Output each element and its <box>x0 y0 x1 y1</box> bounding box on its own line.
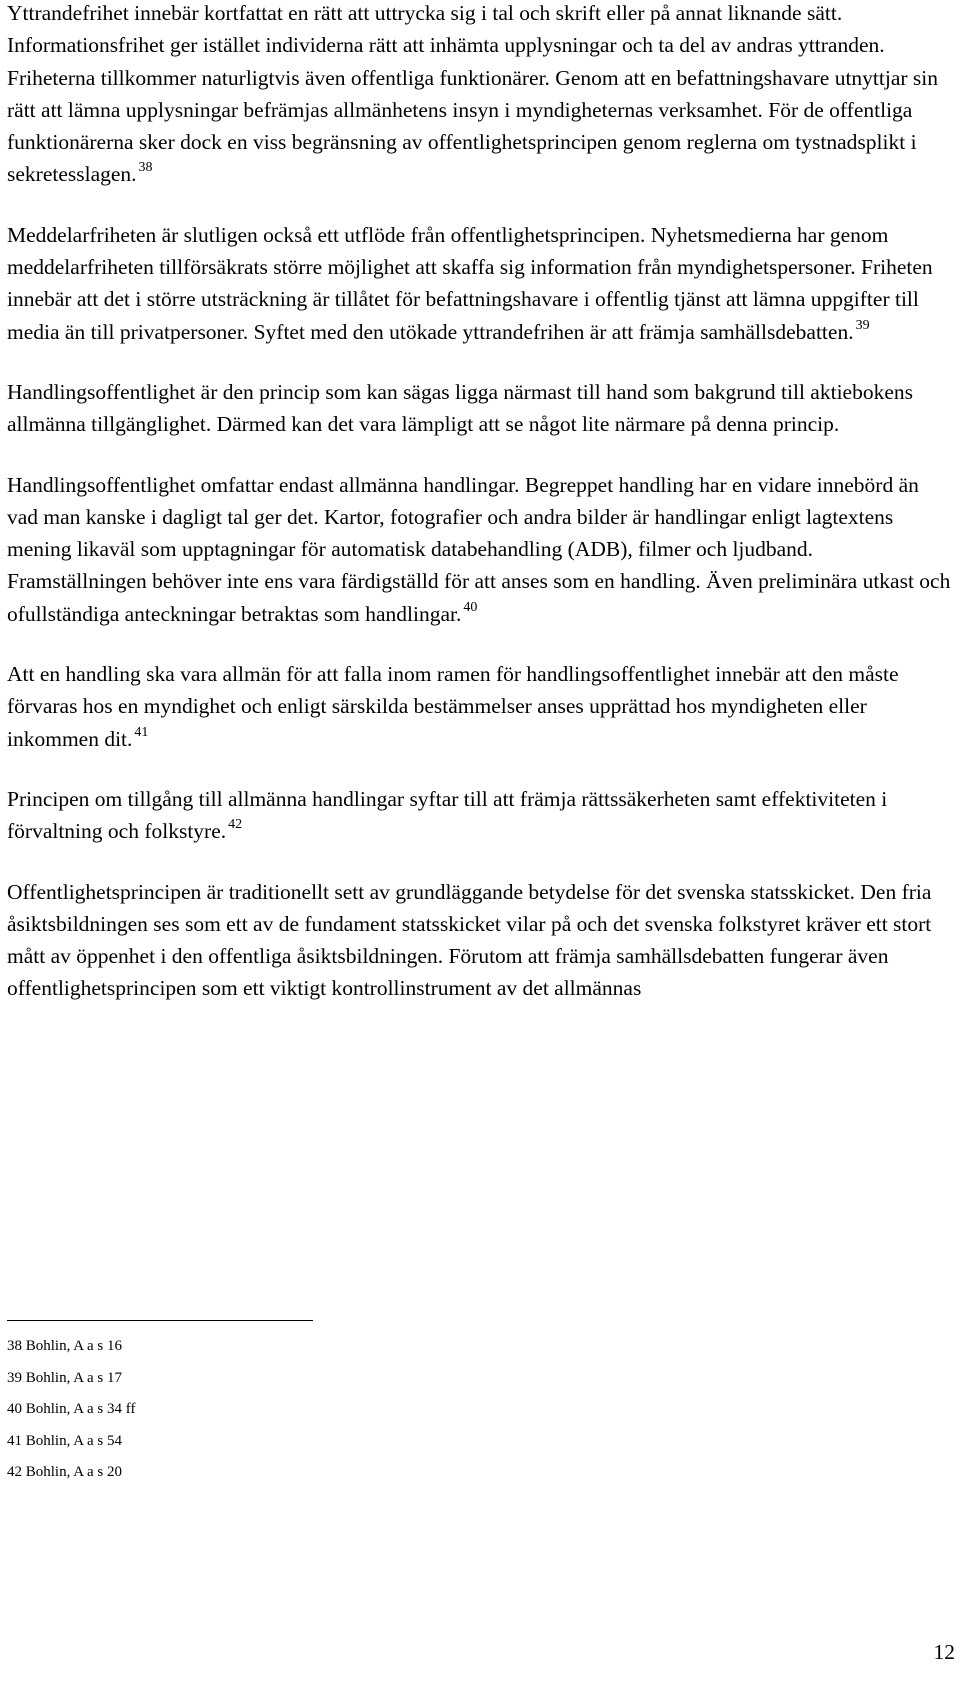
footnote-item: 39 Bohlin, A a s 17 <box>7 1369 123 1386</box>
footnote-ref-39: 39 <box>855 317 870 333</box>
footnote-separator <box>7 1320 313 1321</box>
footnote-item: 38 Bohlin, A a s 16 <box>7 1338 123 1354</box>
paragraph-freedom-of-communication: Meddelarfriheten är slutligen också ett utflöde från offentlighetsprincipen. Nyhetsmedierna har genom meddelarfriheten tillförsäkrats större möjlighet att skaffa sig information från myndighetspersoner. Friheten innebär att det i större utsträckning är tillåtet för befattningshavare i offentlig tjänst att lämna uppgifter till media än till privatpersoner. Syftet med den utökade yttrandefrihen är att främja samhällsdebatten. $^{39}$ <box>7 222 933 344</box>
footnote-ref-38: 38 <box>138 160 153 176</box>
page-number: 12 <box>933 1640 955 1664</box>
footnote-item: 42 Bohlin, A a s 20 <box>7 1464 123 1480</box>
footnote-ref-41: 41 <box>134 724 149 740</box>
footnote-ref-40: 40 <box>463 599 478 615</box>
paragraph-publicity-principle-significance: Offentlighetsprincipen är traditionellt sett av grundläggande betydelse för det svenska statsskicket. Den fria åsiktsbildningen ses som ett av de fundament statsskicket vilar på och det svenska folkstyret kräver ett stort mått av öppenhet i den offentliga åsiktsbildningen. Förutom att främja samhällsdebatten fungerar även offentlighetsprincipen som ett viktigt kontrollinstrument av det allmännas <box>7 879 932 1001</box>
page-body <box>7 0 953 1005</box>
paragraph-freedom-of-expression: Yttrandefrihet innebär kortfattat en rätt att uttrycka sig i tal och skrift eller på annat liknande sätt. Informationsfrihet ger istället individerna rätt att inhämta upplysningar och ta del av andras yttranden. Friheterna tillkommer naturligtvis även offentliga funktionärer. Genom att en befattningshavare utnyttjar sin rätt att lämna upplysningar befrämjas allmänhetens insyn i myndigheternas verksamhet. För de offentliga funktionärerna sker dock en viss begränsning av offentlighetsprincipen genom reglerna om tystnadsplikt i sekretesslagen. $^{38}$ <box>7 1 939 187</box>
footnote-list <box>7 1331 135 1489</box>
paragraph-principle-purpose: Principen om tillgång till allmänna handlingar syftar till att främja rättssäkerheten samt effektiviteten i förvaltning och folkstyre. $^{42}$ <box>7 786 888 844</box>
paragraph-document-publicity-intro: Handlingsoffentlighet är den princip som kan sägas ligga närmast till hand som bakgrund till aktiebokens allmänna tillgänglighet. Därmed kan det vara lämpligt att se något lite närmare på denna princip. <box>7 379 914 437</box>
footnote-ref-42: 42 <box>228 817 243 833</box>
paragraph-public-document: Att en handling ska vara allmän för att falla inom ramen för handlingsoffentlighet innebär att den måste förvaras hos en myndighet och enligt särskilda bestämmelser anses upprättad hos myndigheten eller inkommen dit. $^{41}$ <box>7 662 899 751</box>
footnote-item: 40 Bohlin, A a s 34 ff <box>7 1401 136 1417</box>
footnote-item: 41 Bohlin, A a s 54 <box>7 1432 123 1449</box>
paragraph-document-definition: Handlingsoffentlighet omfattar endast allmänna handlingar. Begreppet handling har en vidare innebörd än vad man kanske i dagligt tal ger det. Kartor, fotografier och andra bilder är handlingar enligt lagtextens mening likaväl som upptagningar för automatisk databehandling (ADB), filmer och ljudband. Framställningen behöver inte ens vara färdigställd för att anses som en handling. Även preliminära utkast och ofullständiga anteckningar betraktas som handlingar. $^{40}$ <box>7 472 951 626</box>
